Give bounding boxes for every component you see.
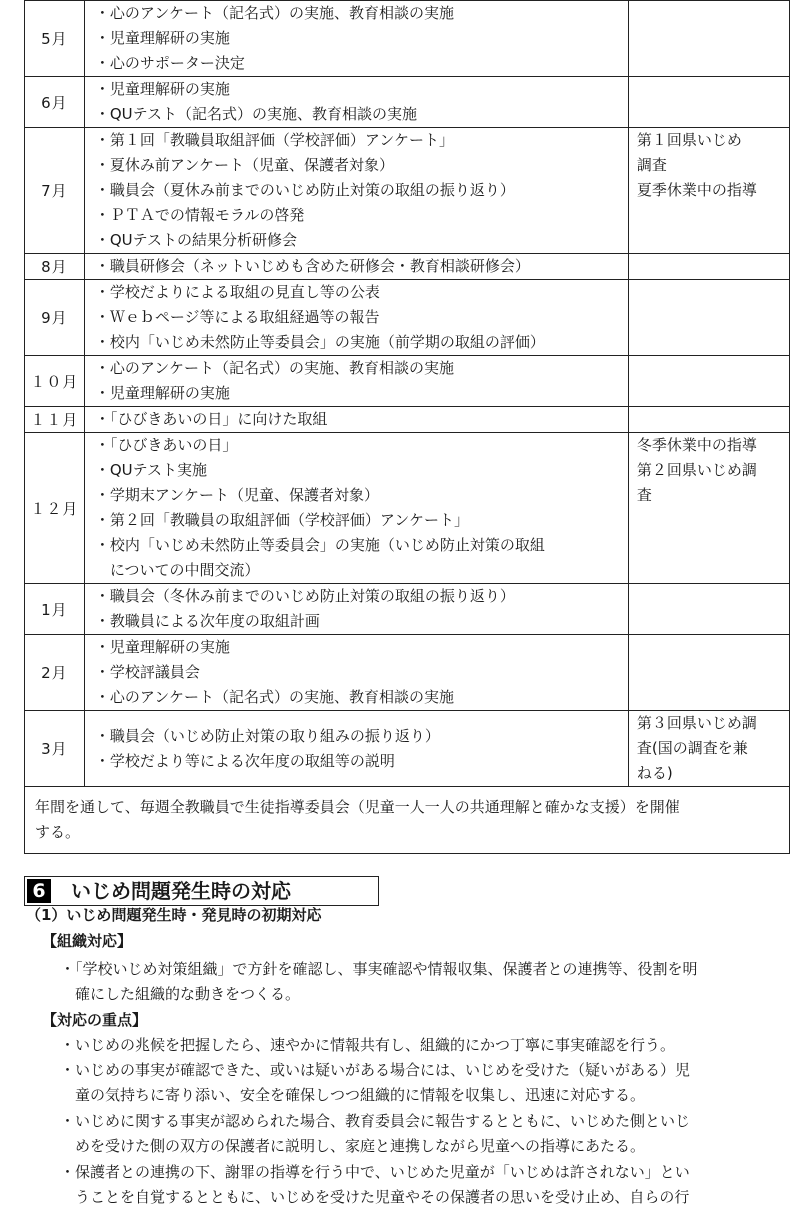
activity-item: ・児童理解研の実施 <box>94 80 230 98</box>
activity-item: ・学校だより等による次年度の取組等の説明 <box>94 751 395 770</box>
activities-cell <box>84 1 628 77</box>
subheading-initial-response: （1）いじめ問題発生時・発見時の初期対応 <box>26 906 322 924</box>
month-cell: 8月 <box>25 254 85 280</box>
notes-cell <box>628 254 789 280</box>
activity-item: ・教職員による次年度の取組計画 <box>94 612 320 630</box>
notes-cell <box>628 635 789 711</box>
activity-item: ・心のサポーター決定 <box>94 54 245 72</box>
activities-cell <box>84 356 628 407</box>
note-line: ねる) <box>636 764 673 782</box>
notes-cell <box>628 280 789 356</box>
org-response-heading: 【組織対応】 <box>42 932 133 950</box>
month-cell: 9月 <box>25 280 85 356</box>
activity-item: ・第２回「教職員の取組評価（学校評価）アンケート」 <box>94 511 469 529</box>
activity-item: ・ＰＴＡでの情報モラルの啓発 <box>94 206 305 224</box>
key-points-heading: 【対応の重点】 <box>42 1011 148 1029</box>
schedule-row <box>25 584 790 635</box>
note-line: 調査 <box>636 156 667 174</box>
annual-note-line: する。 <box>35 823 81 841</box>
note-line: 第３回県いじめ調 <box>636 714 757 732</box>
schedule-row <box>25 128 790 254</box>
key-point-line: ・保護者との連携の下、謝罪の指導を行う中で、いじめた児童が「いじめは許されない」とい <box>60 1163 690 1181</box>
notes-cell <box>628 433 789 584</box>
month-cell: 7月 <box>25 128 85 254</box>
schedule-row <box>25 433 790 584</box>
activities-cell <box>84 584 628 635</box>
schedule-row <box>25 711 790 787</box>
activity-item: ・校内「いじめ未然防止等委員会」の実施（いじめ防止対策の取組 <box>94 536 545 554</box>
key-point-line: ・いじめに関する事実が認められた場合、教育委員会に報告するとともに、いじめた側といじ <box>60 1112 691 1130</box>
notes-cell <box>628 584 789 635</box>
activities-cell <box>84 711 628 787</box>
schedule-row <box>25 254 790 280</box>
note-line: 第２回県いじめ調 <box>636 461 757 479</box>
section-number-badge: 6 <box>27 879 51 903</box>
activity-item: ・QUテスト（記名式）の実施、教育相談の実施 <box>94 105 418 123</box>
annual-note-cell <box>25 787 790 854</box>
month-cell: １１月 <box>25 407 85 433</box>
activity-item: ・心のアンケート（記名式）の実施、教育相談の実施 <box>94 4 454 22</box>
activity-item: ・校内「いじめ未然防止等委員会」の実施（前学期の取組の評価） <box>94 333 545 351</box>
section-6-heading <box>24 876 379 906</box>
annual-row <box>25 787 790 854</box>
note-line: 査(国の調査を兼 <box>636 739 748 757</box>
org-response-line: ・「学校いじめ対策組織」で方針を確認し、事実確認や情報収集、保護者との連携等、役割を明 <box>60 960 698 978</box>
activity-item: ・Ｗｅｂページ等による取組経過等の報告 <box>94 308 380 326</box>
key-point-line: 童の気持ちに寄り添い、安全を確保しつつ組織的に情報を収集し、迅速に対応する。 <box>60 1086 646 1104</box>
activity-item: ・児童理解研の実施 <box>94 384 230 402</box>
activity-item: についての中間交流） <box>94 561 260 579</box>
activity-item: ・学校評議員会 <box>94 663 200 681</box>
notes-cell <box>628 128 789 254</box>
activity-item: ・心のアンケート（記名式）の実施、教育相談の実施 <box>94 359 454 377</box>
activities-cell <box>84 407 628 433</box>
schedule-row <box>25 77 790 128</box>
org-response-line: 確にした組織的な動きをつくる。 <box>60 985 301 1003</box>
note-line: 冬季休業中の指導 <box>636 436 757 454</box>
notes-cell <box>628 407 789 433</box>
schedule-row <box>25 1 790 77</box>
activity-item: ・第１回「教職員取組評価（学校評価）アンケート」 <box>94 131 454 149</box>
key-point-line: ・いじめの兆候を把握したら、速やかに情報共有し、組織的にかつ丁寧に事実確認を行う。 <box>60 1036 676 1054</box>
activity-item: ・職員会（いじめ防止対策の取り組みの振り返り） <box>94 726 440 745</box>
activity-item: ・職員会（冬休み前までのいじめ防止対策の取組の振り返り） <box>94 587 515 605</box>
activity-item: ・児童理解研の実施 <box>94 29 230 47</box>
month-cell: １２月 <box>25 433 85 584</box>
month-cell: 2月 <box>25 635 85 711</box>
activity-item: ・学期末アンケート（児童、保護者対象） <box>94 486 379 504</box>
activity-item: ・職員会（夏休み前までのいじめ防止対策の取組の振り返り） <box>94 181 515 199</box>
activities-cell <box>84 128 628 254</box>
activity-item: ・児童理解研の実施 <box>94 638 230 656</box>
activity-item: ・夏休み前アンケート（児童、保護者対象） <box>94 156 394 174</box>
schedule-row <box>25 280 790 356</box>
activity-item: ・「ひびきあいの日」に向けた取組 <box>94 410 328 428</box>
activities-cell <box>84 433 628 584</box>
notes-cell <box>628 77 789 128</box>
activities-cell <box>84 635 628 711</box>
note-line: 第１回県いじめ <box>636 131 742 149</box>
activities-cell <box>84 254 628 280</box>
month-cell: １０月 <box>25 356 85 407</box>
activity-item: ・「ひびきあいの日」 <box>94 436 238 454</box>
key-point-line: めを受けた側の双方の保護者に説明し、家庭と連携しながら児童への指導にあたる。 <box>60 1137 646 1155</box>
activity-item: ・心のアンケート（記名式）の実施、教育相談の実施 <box>94 688 454 706</box>
schedule-row <box>25 356 790 407</box>
notes-cell <box>628 711 789 787</box>
schedule-row <box>25 407 790 433</box>
month-cell: 5月 <box>25 1 85 77</box>
activity-item: ・QUテストの結果分析研修会 <box>94 231 298 249</box>
schedule-table <box>24 0 790 854</box>
key-point-line: ・いじめの事実が確認できた、或いは疑いがある場合には、いじめを受けた（疑いがある）児 <box>60 1061 691 1079</box>
month-cell: 6月 <box>25 77 85 128</box>
activity-item: ・職員研修会（ネットいじめも含めた研修会・教育相談研修会） <box>94 257 530 275</box>
notes-cell <box>628 1 789 77</box>
schedule-row <box>25 635 790 711</box>
note-line: 夏季休業中の指導 <box>636 181 757 199</box>
notes-cell <box>628 356 789 407</box>
key-point-line: うことを自覚するとともに、いじめを受けた児童やその保護者の思いを受け止め、自らの行 <box>60 1188 690 1206</box>
activities-cell <box>84 280 628 356</box>
activity-item: ・QUテスト実施 <box>94 461 208 479</box>
activities-cell <box>84 77 628 128</box>
month-cell: 3月 <box>25 711 85 787</box>
annual-note-line: 年間を通して、毎週全教職員で生徒指導委員会（児童一人一人の共通理解と確かな支援）を開催 <box>35 798 680 816</box>
section-title: いじめ問題発生時の対応 <box>71 879 291 903</box>
activity-item: ・学校だよりによる取組の見直し等の公表 <box>94 283 380 301</box>
month-cell: 1月 <box>25 584 85 635</box>
note-line: 査 <box>636 486 652 504</box>
